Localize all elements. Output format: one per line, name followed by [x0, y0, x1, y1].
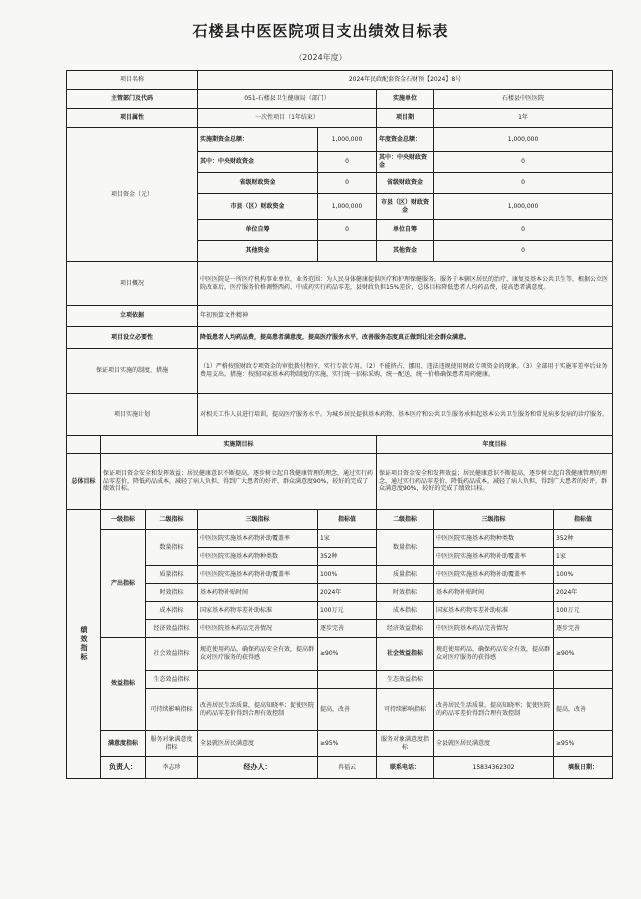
funds-value: 0: [434, 220, 613, 241]
indicator-av: 100万元: [318, 602, 377, 620]
overall-period-text: 保证项目资金安全和发挥效益；居民健康意识不断提高，逐步树立起自我健康管理的理念，通过实行药品零差价，降低药品成本，减轻了病人负担，得到广大患者的好评，群众满意度90%，较好的完成了绩效目标。: [101, 454, 377, 510]
indicator-b2: 服务对象满意度指标: [377, 731, 434, 757]
header-lvl1: 一级指标: [101, 510, 146, 530]
indicator-row: [67, 584, 613, 602]
indicator-bv: 逐步完善: [554, 620, 613, 638]
indicator-b3: 改善居民生活质量，提高知晓率；促使医院的药品零差价得到合理有效控制: [434, 689, 554, 731]
row-overview: [67, 262, 613, 306]
funds-value: 0: [434, 241, 613, 262]
label-necessity: 项目设立必要性: [67, 327, 198, 349]
funds-label: 其中：中央财政资金: [198, 152, 318, 173]
funds-label: 年度资金总额：: [377, 128, 434, 152]
header-lvl2: 二级指标: [146, 510, 198, 530]
indicator-b2: 可持续影响指标: [377, 689, 434, 731]
row-indicator-headers: [67, 510, 613, 530]
label-period: 项目期: [377, 109, 434, 128]
label-owner: 负责人：: [101, 757, 146, 779]
funds-value: 0: [318, 152, 377, 173]
label-phone: 联系电话：: [377, 757, 434, 779]
indicator-l2: 生态效益指标: [146, 671, 198, 689]
indicator-bv: 352种: [554, 530, 613, 548]
indicator-row: [67, 566, 613, 584]
guarantee-text: （1）严格按照财政专项资金的审批拨付程序，实行专款专用。（2）不能挤占、挪用、违法违规使用财政专项资金的现象。（3）全部用于实施零差率后业务费用支出。措施：按照国家基本药物制度的实施，实行统一招标采购，统一配送，统一价格确保患者用药健康。: [198, 349, 613, 394]
header-val: 指标值: [554, 510, 613, 530]
indicator-a3: 改善居民生活质量，提高知晓率；促使医院的药品零差价得到合理有效控制: [198, 689, 318, 731]
value-attr: 一次性项目（1年结束）: [198, 109, 377, 128]
label-impl-unit: 实施单位: [377, 90, 434, 109]
indicator-bv: 1家: [554, 548, 613, 566]
indicator-l2: 时效指标: [146, 584, 198, 602]
indicator-av: ≥95%: [318, 731, 377, 757]
indicator-av: ≥90%: [318, 638, 377, 671]
indicator-b3: 中医医院实施基本药物补助覆盖率: [434, 566, 554, 584]
label-output: 产出指标: [101, 530, 146, 638]
funds-value: 1,000,000: [434, 194, 613, 220]
indicator-bv: 提高，改善: [554, 689, 613, 731]
indicator-a3: 中医医院实施基本药物补助覆盖率: [198, 530, 318, 548]
funds-value: [318, 241, 377, 262]
funds-value: 0: [318, 173, 377, 194]
indicator-a3: 规范使用药品，确保药品安全有效，提高群众对医疗服务的获得感: [198, 638, 318, 671]
row-overall: [67, 454, 613, 510]
indicator-a3: 基本药物补贴时间: [198, 584, 318, 602]
indicator-b2: 经济效益指标: [377, 620, 434, 638]
indicator-l2: 质量指标: [146, 566, 198, 584]
value-impl-unit: 石楼县中医医院: [434, 90, 613, 109]
funds-label: 实施期资金总额：: [198, 128, 318, 152]
indicator-a3: 中医医院实施基本药物补助覆盖率: [198, 566, 318, 584]
indicator-a3: 中医医院实施基本药物种类数: [198, 548, 318, 566]
target-header-spacer: [67, 436, 101, 454]
funds-value: 0: [434, 173, 613, 194]
funds-value: 1,000,000: [318, 128, 377, 152]
indicator-row: [67, 689, 613, 731]
indicator-b2: 数量指标: [377, 530, 434, 566]
funds-row: [67, 128, 613, 152]
overall-year-text: 保证项目资金安全和发挥效益；居民健康意识不断提高，逐步树立起自我健康管理的理念，通过实行药品零差价，降低药品成本，减轻了病人负担，得到广大患者的好评，群众满意度90%，较好的完成了绩效目标。: [377, 454, 613, 510]
header-lvl2: 二级指标: [377, 510, 434, 530]
label-funds: 项目资金（元）: [67, 128, 198, 262]
indicator-a3: 国家基本药物零差补助标准: [198, 602, 318, 620]
label-attr: 项目属性: [67, 109, 198, 128]
indicator-b3: 中医医院实施基本药物种类数: [434, 530, 554, 548]
indicator-b2: 生态效益指标: [377, 671, 434, 689]
indicator-l2: 数量指标: [146, 530, 198, 566]
funds-value: 0: [318, 220, 377, 241]
row-attr: [67, 109, 613, 128]
row-footer: [67, 757, 613, 779]
value-owner: 李志珍: [146, 757, 198, 779]
label-plan: 项目实施计划: [67, 394, 198, 436]
indicator-a3: [198, 671, 318, 689]
indicator-bv: 100万元: [554, 602, 613, 620]
indicator-l2: 服务对象满意度指标: [146, 731, 198, 757]
funds-label: 单位自筹: [377, 220, 434, 241]
row-target-headers: [67, 436, 613, 454]
indicator-av: 逐步完善: [318, 620, 377, 638]
indicator-b2: 时效指标: [377, 584, 434, 602]
funds-label: 单位自筹: [198, 220, 318, 241]
funds-label: 省级财政资金: [198, 173, 318, 194]
row-plan: [67, 394, 613, 436]
indicator-b2: 质量指标: [377, 566, 434, 584]
indicator-l2: 成本指标: [146, 602, 198, 620]
indicator-bv: [554, 671, 613, 689]
fiscal-year: （2024年度）: [294, 53, 347, 62]
value-phone: 15834362302: [434, 757, 554, 779]
label-perf: 绩效指标: [67, 510, 101, 779]
label-fill-date: 填报日期：: [554, 757, 613, 779]
indicator-row: [67, 620, 613, 638]
indicator-bv: 100%: [554, 566, 613, 584]
funds-label: 其他资金: [377, 241, 434, 262]
label-overall: 总体目标: [67, 454, 101, 510]
label-guarantee: 保证项目实施的制度、措施: [67, 349, 198, 394]
performance-table: [66, 70, 613, 779]
basis-text: 年初预算文件精神: [198, 306, 613, 327]
indicator-av: [318, 671, 377, 689]
indicator-av: 2024年: [318, 584, 377, 602]
label-effect: 效益指标: [101, 638, 146, 731]
label-year-target: 年度目标: [377, 436, 613, 454]
funds-label: 省级财政资金: [377, 173, 434, 194]
indicator-b3: 全县就医居民满意度: [434, 731, 554, 757]
indicator-bv: ≥95%: [554, 731, 613, 757]
row-basis: [67, 306, 613, 327]
necessity-text: 降低患者人均药品费，提高患者满意度，提高医疗服务水平，改善服务态度真正做到让社会群众满意。: [198, 327, 613, 349]
header-lvl3: 三级指标: [434, 510, 554, 530]
label-handler: 经办人：: [198, 757, 318, 779]
indicator-a3: 全县就医居民满意度: [198, 731, 318, 757]
value-period: 1年: [434, 109, 613, 128]
indicator-b3: 中医医院实施基本药物补助覆盖率: [434, 548, 554, 566]
label-overview: 项目概况: [67, 262, 198, 306]
indicator-av: 提高，改善: [318, 689, 377, 731]
indicator-b3: 国家基本药物零差补助标准: [434, 602, 554, 620]
label-dept: 主管部门及代码: [67, 90, 198, 109]
value-project-name: 2024年民政配套资金石财预【2024】8号: [198, 71, 613, 90]
indicator-row: [67, 731, 613, 757]
funds-label: 其中：中央财政资金: [377, 152, 434, 173]
indicator-row: [67, 602, 613, 620]
indicator-b3: 规范使用药品，确保药品安全有效，提高群众对医疗服务的获得感: [434, 638, 554, 671]
indicator-l2: 经济效益指标: [146, 620, 198, 638]
row-dept: [67, 90, 613, 109]
indicator-av: 352种: [318, 548, 377, 566]
indicator-b3: 基本药物补贴时间: [434, 584, 554, 602]
label-satisfaction: 满意度指标: [101, 731, 146, 757]
indicator-row: [67, 671, 613, 689]
funds-label: 市县（区）财政资金: [377, 194, 434, 220]
indicator-av: 100%: [318, 566, 377, 584]
indicator-row: [67, 638, 613, 671]
indicator-bv: 2024年: [554, 584, 613, 602]
label-basis: 立项依据: [67, 306, 198, 327]
indicator-av: 1家: [318, 530, 377, 548]
indicator-row: [67, 530, 613, 548]
label-period-target: 实施期目标: [101, 436, 377, 454]
overview-text: 中医医院是一所医疗机构事业单位，业务范围：为人民身体健康提供医疗和护理保健服务，服务于本辖区居民的治疗、康复及基本公共卫生等，根据公立医院改革后，医疗服务价格调整西药、中成药实行药品零差，县财政负担15%差价，总体目标降低患者人均药品费，提高患者满意度。: [198, 262, 613, 306]
header-lvl3: 三级指标: [198, 510, 318, 530]
funds-label: 其他资金: [198, 241, 318, 262]
indicator-l2: 社会效益指标: [146, 638, 198, 671]
plan-text: 对相关工作人员进行培训，提高医疗服务水平。为城乡居民提供基本药物、基本医疗和公共卫生服务承担起基本公共卫生服务和常见病多发病的诊疗服务。: [198, 394, 613, 436]
header-val: 指标值: [318, 510, 377, 530]
funds-value: 1,000,000: [434, 128, 613, 152]
funds-value: 0: [434, 152, 613, 173]
funds-value: 1,000,000: [318, 194, 377, 220]
indicator-l2: 可持续影响指标: [146, 689, 198, 731]
row-necessity: [67, 327, 613, 349]
document-title: 石楼县中医医院项目支出绩效目标表: [192, 22, 449, 40]
indicator-b2: 社会效益指标: [377, 638, 434, 671]
value-handler: 冉福云: [318, 757, 377, 779]
indicator-b2: 成本指标: [377, 602, 434, 620]
indicator-b3: [434, 671, 554, 689]
row-guarantee: [67, 349, 613, 394]
funds-label: 市县（区）财政资金: [198, 194, 318, 220]
row-project-name: [67, 71, 613, 90]
indicator-bv: ≥90%: [554, 638, 613, 671]
label-project-name: 项目名称: [67, 71, 198, 90]
indicator-b3: 中医医院基本药品完善情况: [434, 620, 554, 638]
indicator-a3: 中医医院基本药品完善情况: [198, 620, 318, 638]
value-dept: 051-石楼县卫生健康局（部门）: [198, 90, 377, 109]
